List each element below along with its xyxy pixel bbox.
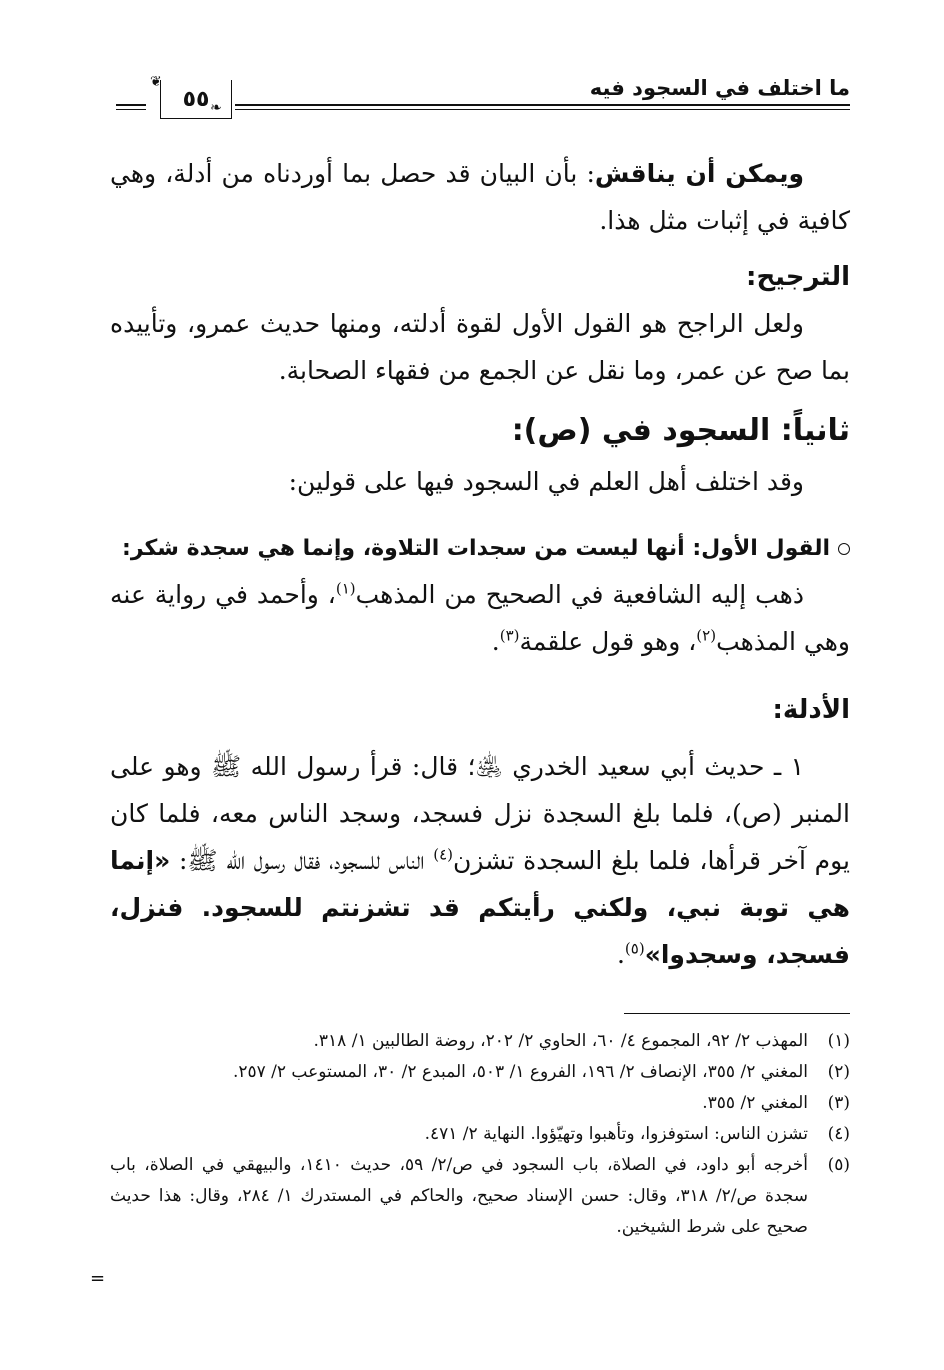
paragraph-hadith — [110, 743, 850, 978]
footnote — [110, 1119, 850, 1150]
objection-lead: ويمكن أن يناقش — [594, 159, 804, 188]
footnote-number: (٣) — [827, 1093, 850, 1113]
footnote-number: (٤) — [827, 1124, 850, 1144]
footnote-ref: (١) — [335, 579, 356, 598]
paragraph-objection — [110, 150, 850, 244]
objection-text: : بأن البيان قد حصل بما أوردناه من أدلة، وهي كافية في إثبات مثل هذا. — [110, 159, 850, 235]
page-header — [112, 70, 850, 120]
text-span: ذهب إليه الشافعية في الصحيح من المذهب — [355, 580, 805, 609]
heading-tarjih: الترجيح: — [746, 262, 850, 292]
footnote-text: المهذب ٢/ ٩٢، المجموع ٤/ ٦٠، الحاوي ٢/ ٢٠٢، روضة الطالبين ١/ ٣١٨. — [313, 1031, 808, 1051]
running-title: ما اختلف في السجود فيه — [589, 76, 850, 100]
footnotes — [110, 1026, 850, 1243]
text-span: الناس للسجود، فقال رسول الله ﷺ: — [170, 846, 434, 875]
paragraph-tarjih: ولعل الراجح هو القول الأول لقوة أدلته، ومنها حديث عمرو، وتأييده بما صح عن عمر، وما نقل عن الجمع من فقهاء الصحابة. — [110, 309, 850, 385]
header-rule-left-thin — [116, 109, 146, 110]
text-span: . — [491, 627, 500, 656]
footnote-text: المغني ٢/ ٣٥٥. — [702, 1093, 808, 1113]
ornament-icon: ❧ — [210, 100, 222, 116]
text-span: . — [616, 940, 625, 969]
paragraph-opinion — [110, 571, 850, 665]
header-rule — [235, 104, 850, 106]
paragraph-intro: وقد اختلف أهل العلم في السجود فيها على قولين: — [288, 467, 804, 496]
text-span: ، وأحمد في رواية عنه وهي المذهب — [110, 580, 850, 656]
continuation-mark: = — [90, 1268, 106, 1289]
footnote-number: (٢) — [827, 1062, 850, 1082]
ornament-icon: ❦ — [150, 74, 162, 90]
opinion-heading — [110, 527, 850, 571]
hadith-quote: «إنما هي توبة نبي، ولكني رأيتكم قد تشزنتم للسجود. فنزل، فسجد، وسجدوا» — [110, 846, 850, 969]
footnote-ref: (٤) — [433, 845, 453, 864]
heading-evidence: الأدلة: — [772, 695, 850, 725]
footnote-number: (٥) — [827, 1155, 850, 1175]
footnote-text: أخرجه أبو داود، في الصلاة، باب السجود في ص/٢/ ٥٩، حديث ١٤١٠، والبيهقي في الصلاة، باب سجدة ص/٢/ ٣١٨، وقال: حسن الإسناد صحيح، والحاكم في المستدرك ١/ ٢٨٤، وقال: هذا حديث صحيح على شرط الشيخين. — [110, 1155, 808, 1237]
circle-bullet-icon — [838, 543, 850, 555]
footnote-number: (١) — [827, 1031, 850, 1051]
heading-sajda-sad: ثانياً: السجود في (ص): — [511, 413, 850, 448]
main-text — [110, 150, 850, 978]
footnote — [110, 1088, 850, 1119]
text-span: ، وهو قول علقمة — [519, 627, 697, 656]
footnote-ref: (٣) — [499, 626, 520, 645]
footnote — [110, 1057, 850, 1088]
page-number: ٥٥ — [160, 80, 232, 119]
footnote-text: تشزن الناس: استوفزوا، وتأهبوا وتهيّؤوا. النهاية ٢/ ٤٧١. — [424, 1124, 808, 1144]
footnote-text: المغني ٢/ ٣٥٥، الإنصاف ٢/ ١٩٦، الفروع ١/ ٥٠٣، المبدع ٢/ ٣٠، المستوعب ٢/ ٢٥٧. — [232, 1062, 808, 1082]
footnote — [110, 1026, 850, 1057]
opinion-text: القول الأول: أنها ليست من سجدات التلاوة، وإنما هي سجدة شكر: — [122, 536, 830, 561]
footnote-ref: (٥) — [624, 939, 645, 958]
footnote-separator — [624, 1013, 850, 1014]
footnote-ref: (٢) — [696, 626, 717, 645]
header-rule-left — [116, 104, 146, 106]
footnote — [110, 1150, 850, 1243]
text-span: ١ ـ حديث أبي سعيد الخدري ﵁؛ قال: قرأ رسول الله ﷺ وهو على المنبر (ص)، فلما بلغ السجدة نزل فسجد، وسجد الناس معه، فلما كان يوم آخر قرأها، فلما بلغ السجدة تشزن — [110, 752, 850, 875]
header-rule-thin — [235, 109, 850, 110]
